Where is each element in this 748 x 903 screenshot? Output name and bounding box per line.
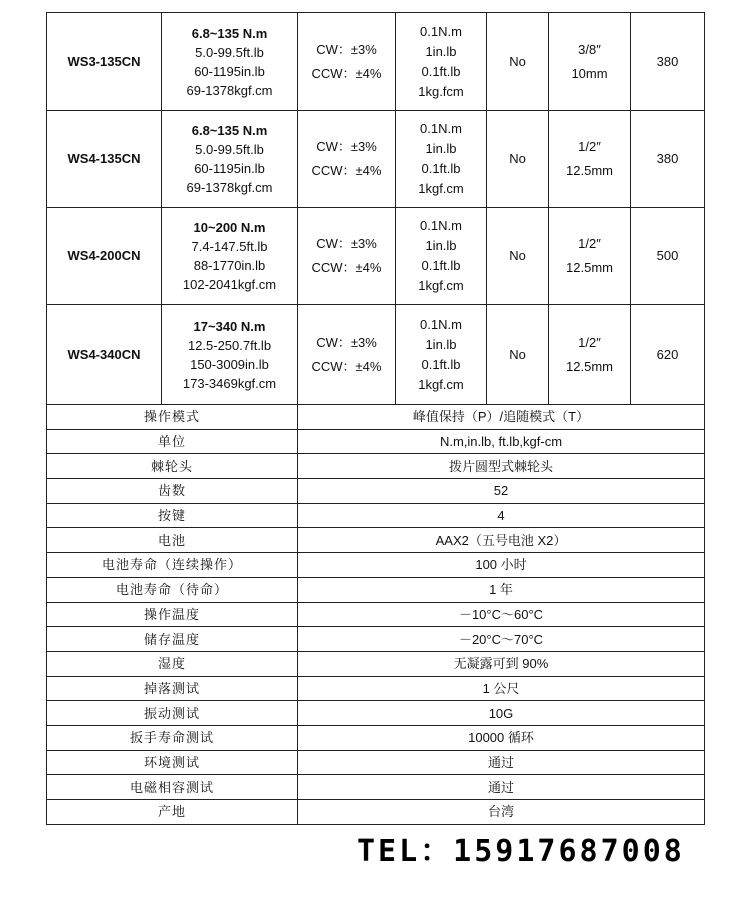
model-name: WS4-340CN xyxy=(47,305,162,405)
spec-value: 10000 循环 xyxy=(298,725,705,750)
model-row xyxy=(47,208,705,305)
model-name: WS4-135CN xyxy=(47,111,162,208)
model-row xyxy=(47,13,705,111)
drive-size: 1/2″ 12.5mm xyxy=(549,111,631,208)
accuracy: CW：±3% CCW：±4% xyxy=(298,305,396,405)
resolution: 0.1N.m 1in.lb 0.1ft.lb 1kgf.cm xyxy=(396,305,487,405)
torque-range: 17~340 N.m 12.5-250.7ft.lb 150-3009in.lb 173-3469kgf.cm xyxy=(162,305,298,405)
option: No xyxy=(487,305,549,405)
spec-value: 拨片圆型式棘轮头 xyxy=(298,454,705,479)
spec-label: 扳手寿命测试 xyxy=(47,725,298,750)
spec-value: 1 年 xyxy=(298,577,705,602)
spec-row-unit xyxy=(47,429,705,454)
spec-row-ratchet xyxy=(47,454,705,479)
weight: 620 xyxy=(631,305,705,405)
accuracy: CW：±3% CCW：±4% xyxy=(298,13,396,111)
weight: 500 xyxy=(631,208,705,305)
spec-row-battery-life-continuous xyxy=(47,553,705,578)
spec-label: 掉落测试 xyxy=(47,676,298,701)
spec-row-teeth xyxy=(47,479,705,504)
drive-size: 1/2″ 12.5mm xyxy=(549,208,631,305)
spec-label: 按键 xyxy=(47,503,298,528)
spec-value: 台湾 xyxy=(298,800,705,825)
contact-phone: TEL：15917687008 xyxy=(357,834,685,869)
model-table xyxy=(46,12,705,405)
spec-label: 环境测试 xyxy=(47,750,298,775)
spec-row-wrench-life-test xyxy=(47,725,705,750)
spec-label: 操作温度 xyxy=(47,602,298,627)
spec-row-keys xyxy=(47,503,705,528)
spec-label: 储存温度 xyxy=(47,627,298,652)
spec-label: 振动测试 xyxy=(47,701,298,726)
spec-table xyxy=(46,404,705,825)
spec-row-environment-test xyxy=(47,750,705,775)
spec-row-battery-life-standby xyxy=(47,577,705,602)
spec-label: 湿度 xyxy=(47,651,298,676)
spec-value: 无凝露可到 90% xyxy=(298,651,705,676)
spec-label: 电磁相容测试 xyxy=(47,775,298,800)
accuracy: CW：±3% CCW：±4% xyxy=(298,208,396,305)
resolution: 0.1N.m 1in.lb 0.1ft.lb 1kgf.cm xyxy=(396,208,487,305)
spec-label: 电池寿命（待命） xyxy=(47,577,298,602)
drive-size: 1/2″ 12.5mm xyxy=(549,305,631,405)
spec-label: 电池寿命（连续操作） xyxy=(47,553,298,578)
spec-value: 52 xyxy=(298,479,705,504)
spec-row-storage-temp xyxy=(47,627,705,652)
spec-value: 1 公尺 xyxy=(298,676,705,701)
accuracy: CW：±3% CCW：±4% xyxy=(298,111,396,208)
spec-row-drop-test xyxy=(47,676,705,701)
resolution: 0.1N.m 1in.lb 0.1ft.lb 1kgf.cm xyxy=(396,111,487,208)
spec-row-battery xyxy=(47,528,705,553)
weight: 380 xyxy=(631,13,705,111)
spec-row-operating-temp xyxy=(47,602,705,627)
spec-value: N.m,in.lb, ft.lb,kgf-cm xyxy=(298,429,705,454)
spec-label: 齿数 xyxy=(47,479,298,504)
torque-range: 6.8~135 N.m 5.0-99.5ft.lb 60-1195in.lb 69-1378kgf.cm xyxy=(162,111,298,208)
resolution: 0.1N.m 1in.lb 0.1ft.lb 1kg.fcm xyxy=(396,13,487,111)
spec-value: －20°C～70°C xyxy=(298,627,705,652)
spec-value: 通过 xyxy=(298,775,705,800)
spec-row-emc-test xyxy=(47,775,705,800)
spec-value: 100 小时 xyxy=(298,553,705,578)
option: No xyxy=(487,13,549,111)
spec-value: －10°C～60°C xyxy=(298,602,705,627)
spec-row-vibration-test xyxy=(47,701,705,726)
spec-label: 电池 xyxy=(47,528,298,553)
model-row xyxy=(47,111,705,208)
spec-label: 产地 xyxy=(47,800,298,825)
torque-range: 10~200 N.m 7.4-147.5ft.lb 88-1770in.lb 102-2041kgf.cm xyxy=(162,208,298,305)
model-name: WS4-200CN xyxy=(47,208,162,305)
weight: 380 xyxy=(631,111,705,208)
option: No xyxy=(487,208,549,305)
spec-row-origin xyxy=(47,800,705,825)
torque-range: 6.8~135 N.m 5.0-99.5ft.lb 60-1195in.lb 69-1378kgf.cm xyxy=(162,13,298,111)
spec-value: 峰值保持（P）/追随模式（T） xyxy=(298,405,705,430)
drive-size: 3/8″ 10mm xyxy=(549,13,631,111)
spec-row-humidity xyxy=(47,651,705,676)
spec-value: 通过 xyxy=(298,750,705,775)
spec-label: 单位 xyxy=(47,429,298,454)
spec-sheet xyxy=(46,12,704,825)
model-row xyxy=(47,305,705,405)
spec-value: AAX2（五号电池 X2） xyxy=(298,528,705,553)
option: No xyxy=(487,111,549,208)
spec-label: 操作模式 xyxy=(47,405,298,430)
spec-value: 10G xyxy=(298,701,705,726)
spec-row-mode xyxy=(47,405,705,430)
spec-value: 4 xyxy=(298,503,705,528)
model-name: WS3-135CN xyxy=(47,13,162,111)
spec-label: 棘轮头 xyxy=(47,454,298,479)
